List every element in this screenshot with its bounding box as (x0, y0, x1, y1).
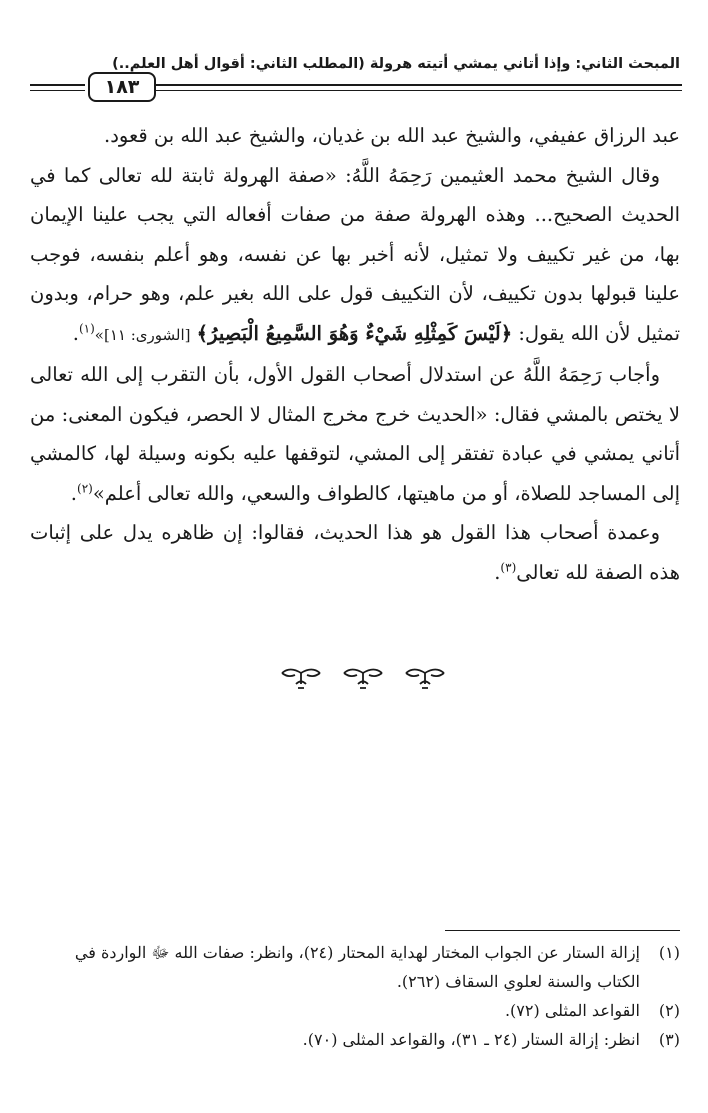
paragraph-2-text: وقال الشيخ محمد العثيمين رَحِمَهُ اللَّهُ: «صفة الهرولة ثابتة لله تعالى كما في الحديث الصحيح... وهذه الهرولة صفة من صفات أفعاله التي يجب علينا الإيمان بها، من غير تكييف ولا تمثيل، لأنه أخبر بها عن نفسه، وهو أعلم بنفسه، فوجب علينا قبولها بدون تكييف، لأن التكييف قول على الله بغير علم، وهو حرام، وبدون تمثيل لأن الله يقول: (30, 163, 680, 345)
paragraph-3-text: وأجاب رَحِمَهُ اللَّهُ عن استدلال أصحاب القول الأول، بأن التقرب إلى الله تعالى لا يختص بالمشي فقال: «الحديث خرج مخرج المثال لا الحصر، فيكون المعنى: من أتاني يمشي في عبادة تفتقر إلى المشي، لتوقفها عليه بكونه وسيلة لها، كالمشي إلى المساجد للصلاة، أو من ماهيتها، كالطواف والسعي، والله تعالى أعلم» (30, 363, 680, 505)
paragraph-3 (30, 355, 680, 513)
header-rule-left-thin (30, 90, 85, 91)
footnote-number: (٣) (658, 1030, 680, 1049)
footnote-separator (445, 930, 680, 931)
header-rule-thin (155, 90, 682, 91)
footnote-number: (١) (658, 943, 680, 962)
footnote-marker-1: (١) (78, 321, 95, 335)
page-number: ١٨٣ (88, 72, 156, 102)
main-text (30, 116, 680, 592)
paragraph-3-end: . (70, 481, 77, 505)
verse-reference: [الشورى: ١١]» (94, 325, 191, 344)
paragraph-4 (30, 513, 680, 592)
footnote-1 (30, 938, 680, 996)
running-header: المبحث الثاني: وإذا أتاني يمشي أتيته هرولة (المطلب الثاني: أقوال أهل العلم..) (112, 56, 680, 72)
quran-verse: ﴿لَيْسَ كَمِثْلِهِ شَيْءٌ وَهُوَ السَّمِيعُ الْبَصِيرُ﴾ (196, 321, 513, 345)
footnote-marker-3: (٣) (500, 560, 517, 574)
footnote-3 (30, 1025, 680, 1054)
footnote-text: إزالة الستار عن الجواب المختار لهداية المحتار (٢٤)، وانظر: صفات الله ﷻ الواردة في الكتاب والسنة لعلوي السقاف (٢٦٢). (74, 943, 640, 991)
footnote-text: القواعد المثلى (٧٢). (504, 1001, 640, 1020)
ornament-icon (278, 664, 324, 690)
header-rule (155, 84, 682, 86)
paragraph-1: عبد الرزاق عفيفي، والشيخ عبد الله بن غديان، والشيخ عبد الله بن قعود. (104, 124, 680, 147)
ornament-icon (340, 664, 386, 690)
footnote-number: (٢) (658, 1001, 680, 1020)
footnote-text: انظر: إزالة الستار (٢٤ ـ ٣١)، والقواعد المثلى (٧٠). (302, 1030, 640, 1049)
ornament-icon (402, 664, 448, 690)
footnote-2 (30, 996, 680, 1025)
header-rule-left (30, 84, 85, 86)
paragraph-4-end: . (494, 560, 501, 584)
footnotes (30, 938, 680, 1054)
paragraph-2 (30, 156, 680, 356)
paragraph-4-text: وعمدة أصحاب هذا القول هو هذا الحديث، فقالوا: إن ظاهره يدل على إثبات هذه الصفة لله تعالى (30, 521, 680, 584)
section-ornaments (278, 662, 448, 692)
footnote-marker-2: (٢) (77, 481, 93, 495)
paragraph-2-end: . (72, 321, 79, 345)
